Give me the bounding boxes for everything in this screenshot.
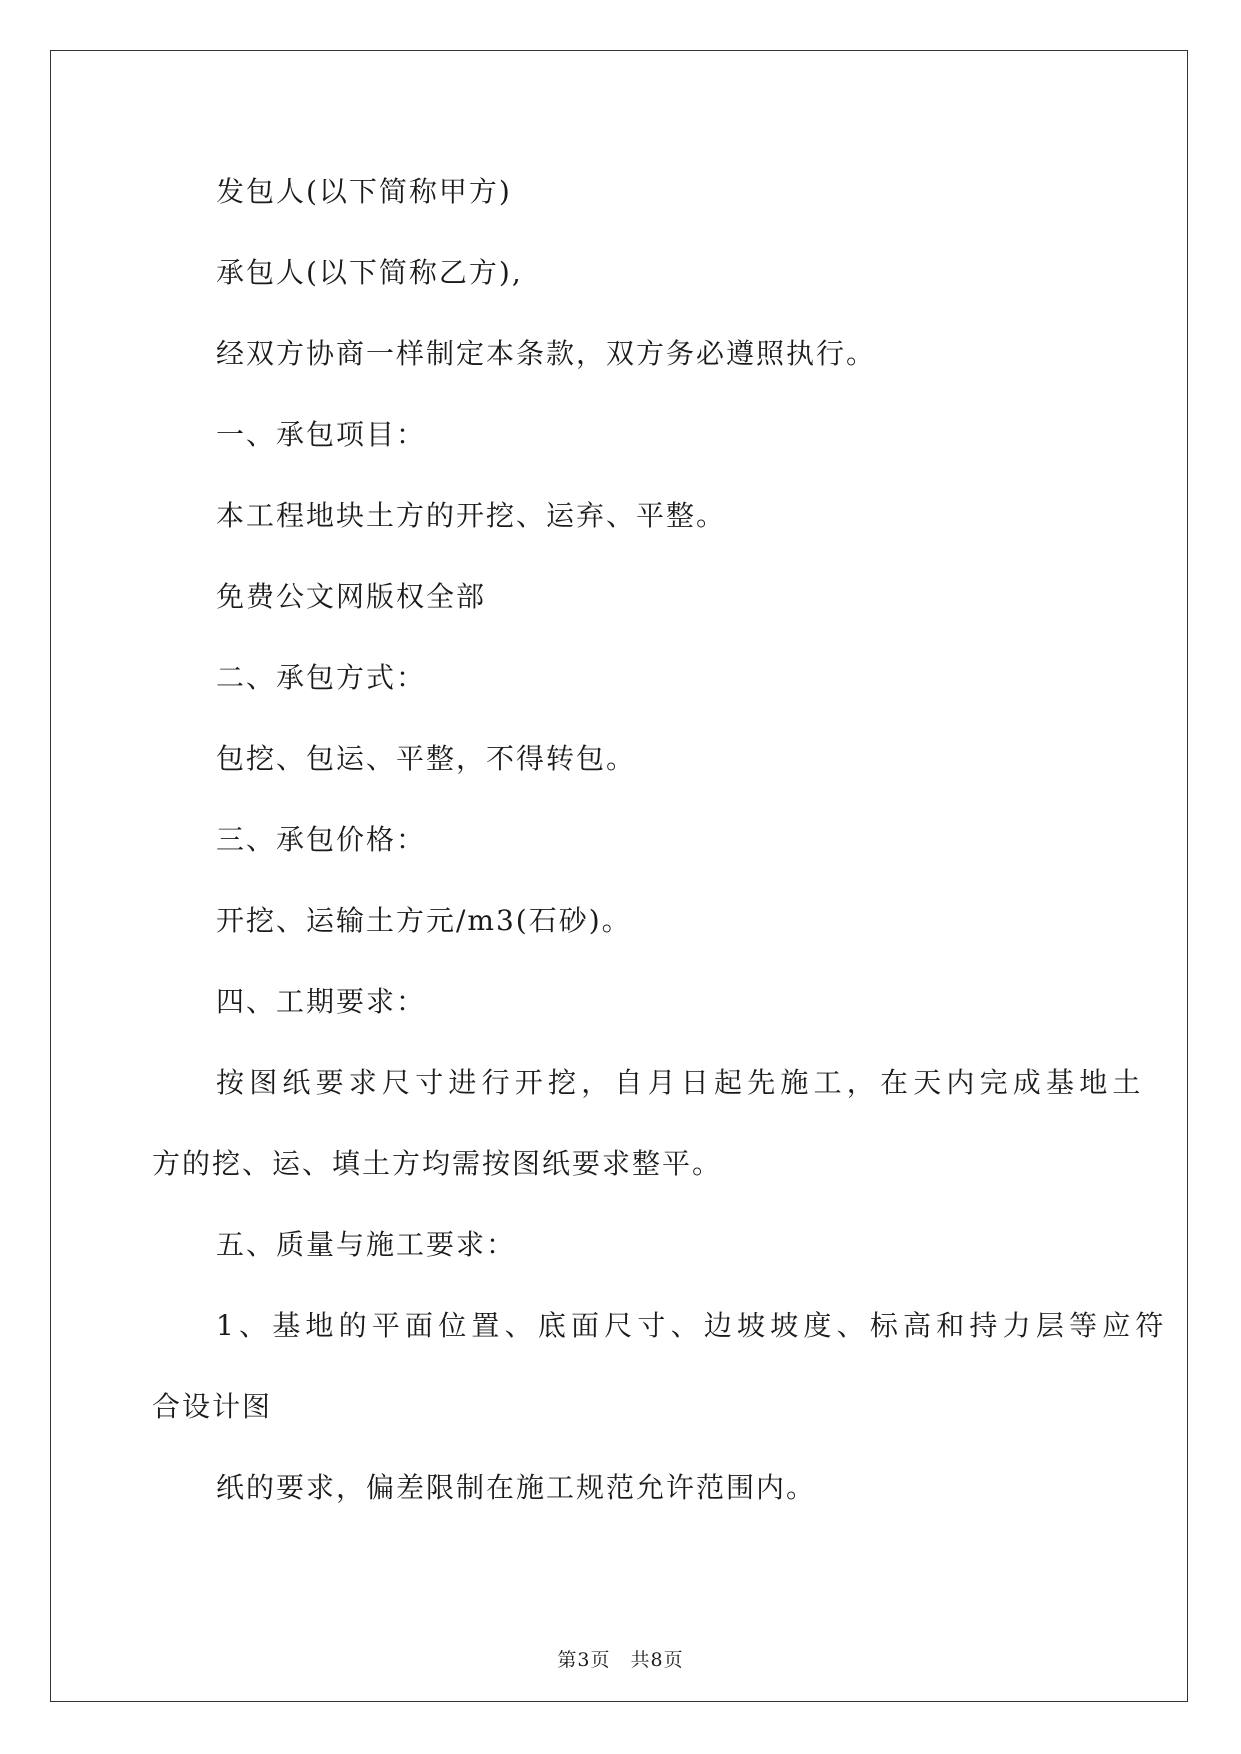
party-b-line: 承包人(以下简称乙方), [216,256,523,289]
party-a-line: 发包人(以下简称甲方) [216,175,512,208]
paragraph-schedule-line2: 方的挖、运、填土方均需按图纸要求整平。 [152,1147,723,1180]
page-footer [0,1648,1241,1672]
page-border [50,50,1188,1702]
page-number-total: 共8页 [630,1649,684,1671]
paragraph-method: 包挖、包运、平整，不得转包。 [216,742,637,775]
paragraph-price: 开挖、运输土方元/m3(石砂)。 [216,904,632,937]
section-heading-2: 二、承包方式： [216,661,427,694]
page-number-current: 第3页 [557,1649,611,1671]
section-heading-4: 四、工期要求： [216,985,427,1018]
agreement-intro: 经双方协商一样制定本条款，双方务必遵照执行。 [216,337,877,370]
section-heading-3: 三、承包价格： [216,823,427,856]
paragraph-schedule-line1: 按图纸要求尺寸进行开挖，自月日起先施工，在天内完成基地土 [216,1066,1146,1099]
paragraph-quality-line2: 合设计图 [152,1390,273,1423]
copyright-note: 免费公文网版权全部 [216,580,487,613]
paragraph-scope: 本工程地块土方的开挖、运弃、平整。 [216,499,727,532]
paragraph-quality-line1: 1、基地的平面位置、底面尺寸、边坡坡度、标高和持力层等应符 [216,1309,1169,1342]
section-heading-5: 五、质量与施工要求： [216,1228,517,1261]
section-heading-1: 一、承包项目： [216,418,427,451]
paragraph-quality-line3: 纸的要求，偏差限制在施工规范允许范围内。 [216,1471,817,1504]
